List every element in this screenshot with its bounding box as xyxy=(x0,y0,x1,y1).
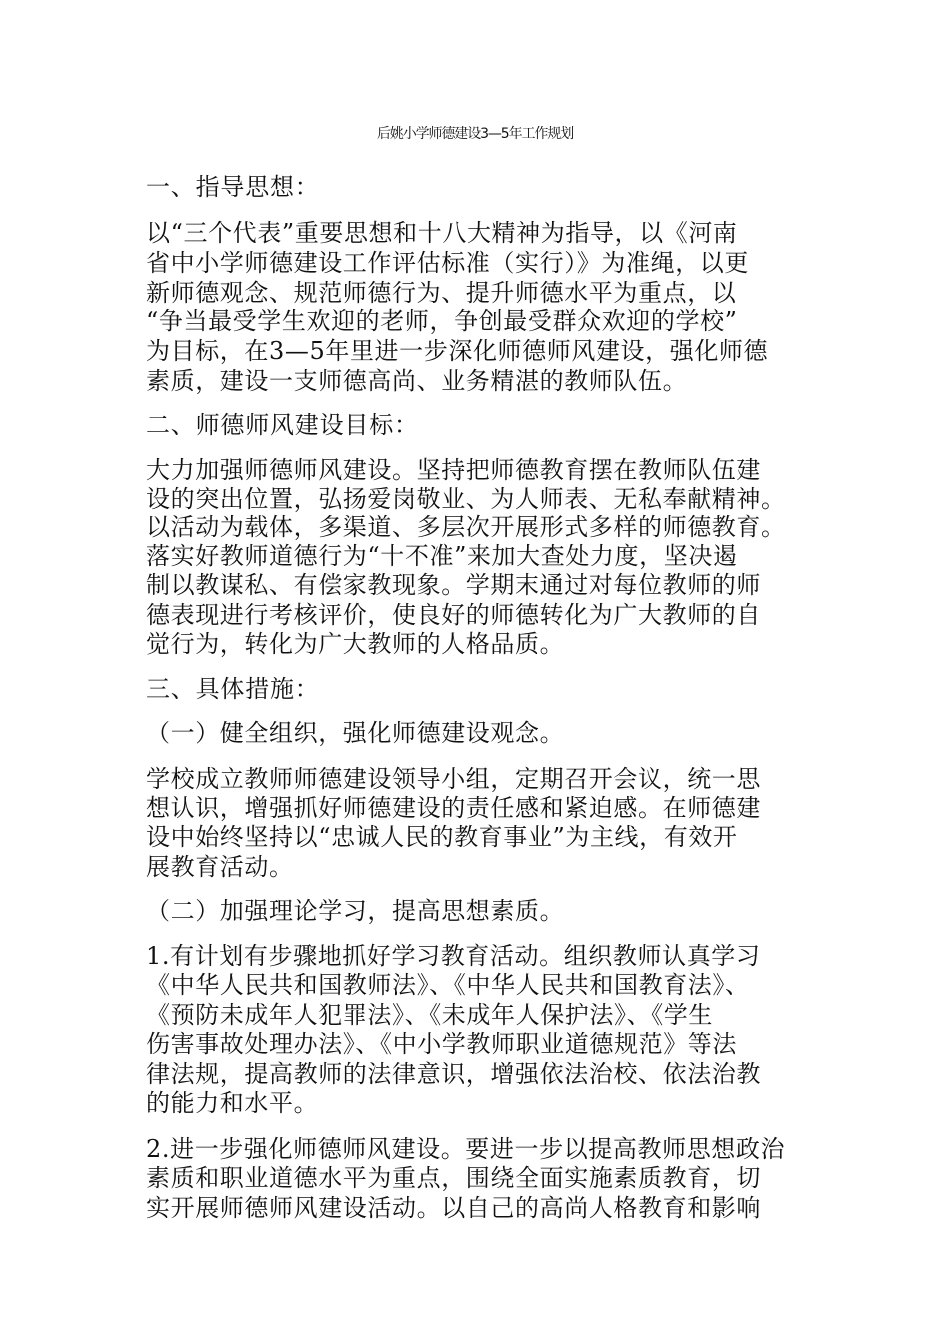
paragraph-line: 德表现进行考核评价，使良好的师德转化为广大教师的自 xyxy=(146,601,761,629)
paragraph-line: 伤害事故处理办法》、《中小学教师职业道德规范》等法 xyxy=(146,1030,737,1058)
paragraph-line: 觉行为，转化为广大教师的人格品质。 xyxy=(146,630,565,658)
paragraph-line: 省中小学师德建设工作评估标准（实行）》为准绳，以更 xyxy=(146,249,749,277)
section-heading-measures: 三、具体措施： xyxy=(146,675,320,703)
paragraph-line: 实开展师德师风建设活动。以自己的高尚人格教育和影响 xyxy=(146,1194,761,1222)
paragraph-line: 制以教谋私、有偿家教现象。学期末通过对每位教师的师 xyxy=(146,571,761,599)
paragraph-line: 律法规，提高教师的法律意识，增强依法治校、依法治教 xyxy=(146,1060,761,1088)
paragraph-line: 学校成立教师师德建设领导小组，定期召开会议，统一思 xyxy=(146,765,761,793)
paragraph-line: 的能力和水平。 xyxy=(146,1089,319,1117)
paragraph-line: 1.有计划有步骤地抓好学习教育活动。组织教师认真学习 xyxy=(146,942,761,970)
subsection-heading: （二）加强理论学习，提高思想素质。 xyxy=(146,897,565,925)
paragraph-line: 素质和职业道德水平为重点，围绕全面实施素质教育，切 xyxy=(146,1164,761,1192)
paragraph-line: 2.进一步强化师德师风建设。要进一步以提高教师思想政治 xyxy=(146,1135,786,1163)
document-title: 后姚小学师德建设3—5年工作规划 xyxy=(376,126,574,142)
section-heading-guiding-ideology: 一、指导思想： xyxy=(146,173,320,201)
paragraph-line: 落实好教师道德行为“十不准”来加大查处力度，坚决遏 xyxy=(146,542,738,570)
paragraph-line: “争当最受学生欢迎的老师，争创最受群众欢迎的学校” xyxy=(146,307,738,335)
paragraph-line: 素质，建设一支师德高尚、业务精湛的教师队伍。 xyxy=(146,367,688,395)
paragraph-line: 《中华人民共和国教师法》、《中华人民共和国教育法》、 xyxy=(146,971,750,999)
paragraph-line: 为目标，在3—5年里进一步深化师德师风建设，强化师德 xyxy=(146,337,769,365)
paragraph-line: 新师德观念、规范师德行为、提升师德水平为重点，以 xyxy=(146,279,737,307)
paragraph-line: 大力加强师德师风建设。坚持把师德教育摆在教师队伍建 xyxy=(146,456,761,484)
paragraph-line: 设中始终坚持以“忠诚人民的教育事业”为主线，有效开 xyxy=(146,823,738,851)
subsection-heading: （一）健全组织，强化师德建设观念。 xyxy=(146,719,565,747)
paragraph-line: 想认识，增强抓好师德建设的责任感和紧迫感。在师德建 xyxy=(146,794,761,822)
paragraph-line: 设的突出位置，弘扬爱岗敬业、为人师表、无私奉献精神。 xyxy=(146,485,786,513)
paragraph-line: 以“三个代表”重要思想和十八大精神为指导，以《河南 xyxy=(146,219,738,247)
section-heading-goals: 二、师德师风建设目标： xyxy=(146,411,419,439)
paragraph-line: 《预防未成年人犯罪法》、《未成年人保护法》、《学生 xyxy=(146,1001,713,1029)
paragraph-line: 以活动为载体，多渠道、多层次开展形式多样的师德教育。 xyxy=(146,513,786,541)
paragraph-line: 展教育活动。 xyxy=(146,853,294,881)
